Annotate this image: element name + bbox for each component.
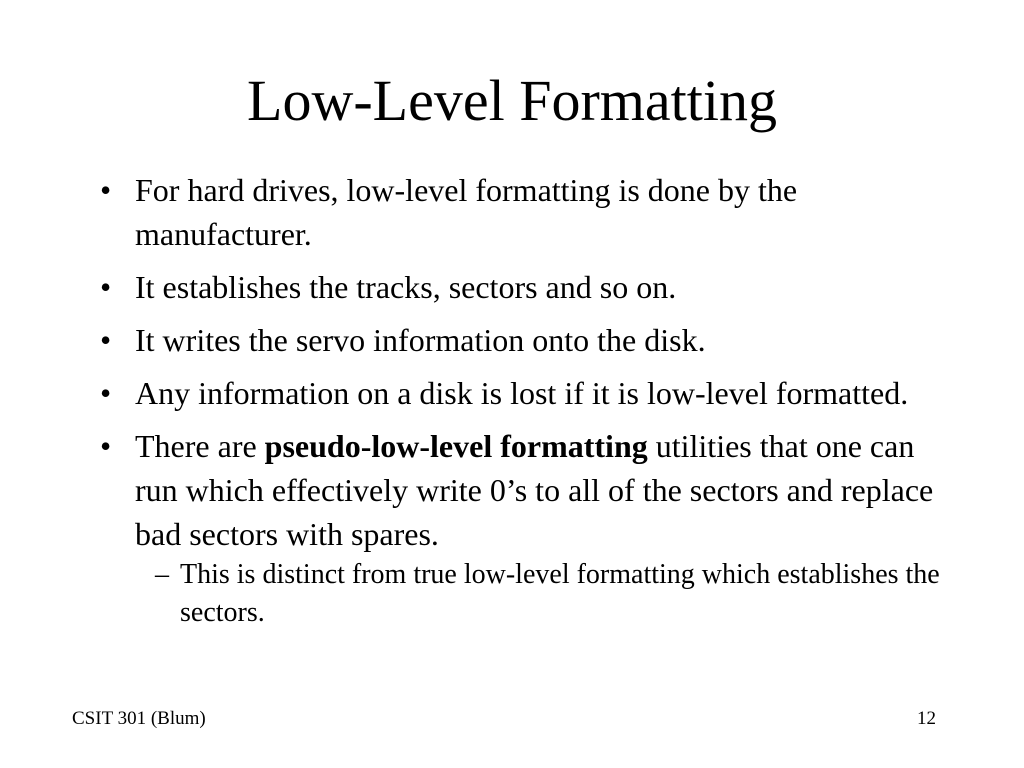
sub-bullet-text: This is distinct from true low-level formatting which establishes the sectors.: [180, 559, 940, 628]
footer-page-number: 12: [917, 708, 936, 729]
sub-bullet-marker: –: [155, 559, 169, 590]
bullet-list: [100, 168, 950, 641]
slide-title: Low-Level Formatting: [247, 68, 777, 133]
bullet-text: For hard drives, low-level formatting is done by the manufacturer.: [135, 172, 798, 252]
bullet-item-5: [100, 424, 950, 632]
bullet-item-2: [100, 265, 950, 309]
bold-term: pseudo-low-level formatting: [264, 428, 648, 464]
sub-bullet-item-1: [135, 556, 950, 632]
bullet-text-before: There are: [135, 428, 265, 464]
bullet-item-1: [100, 168, 950, 256]
bullet-item-4: [100, 371, 950, 415]
bullet-marker: •: [100, 269, 112, 305]
sub-bullet-list: [135, 556, 950, 632]
footer-course: CSIT 301 (Blum): [72, 708, 206, 729]
bullet-text: It establishes the tracks, sectors and so on.: [135, 269, 677, 305]
bullet-text: Any information on a disk is lost if it is low-level formatted.: [135, 375, 909, 411]
bullet-marker: •: [100, 172, 112, 208]
bullet-marker: •: [100, 322, 112, 358]
bullet-text-after: utilities that one can run which effectively write 0’s to all of the sectors and replace bad sectors with spares.: [135, 428, 934, 552]
bullet-item-3: [100, 318, 950, 362]
bullet-marker: •: [100, 375, 112, 411]
bullet-text: [135, 428, 933, 552]
bullet-text: It writes the servo information onto the disk.: [135, 322, 706, 358]
bullet-marker: •: [100, 428, 112, 464]
